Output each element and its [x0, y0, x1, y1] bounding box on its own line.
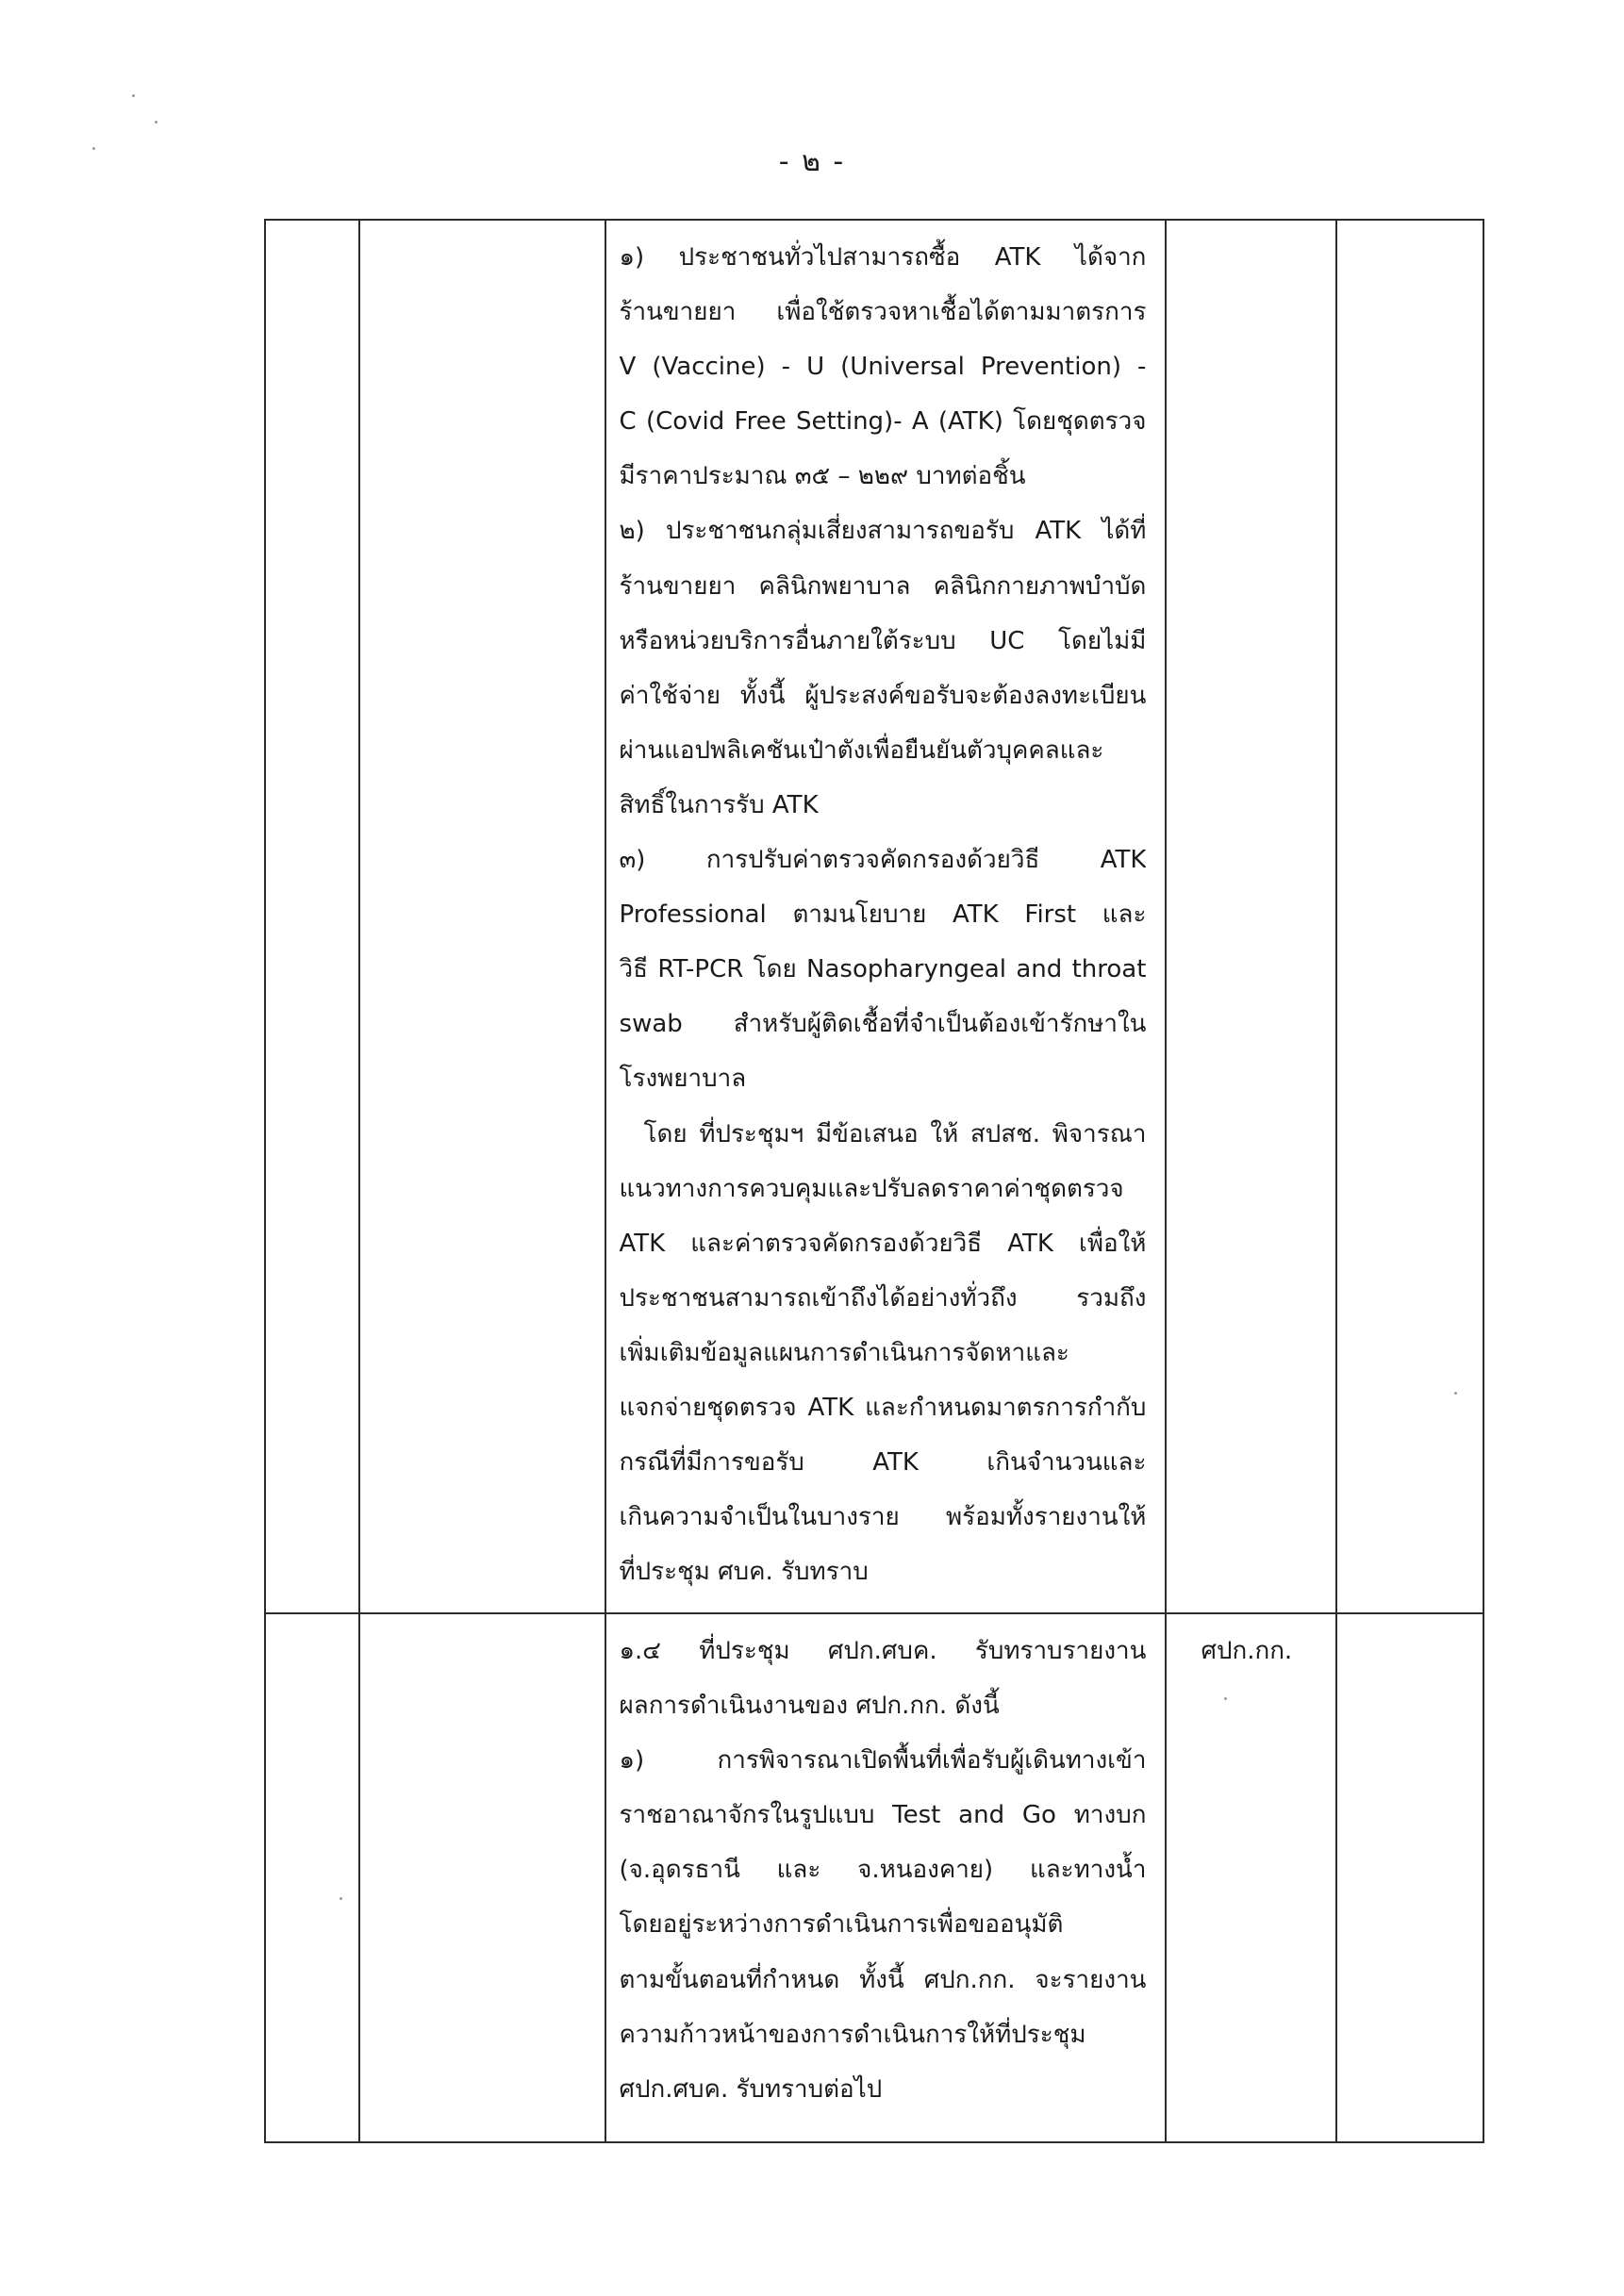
content-line: กรณีที่มีการขอรับ ATK เกินจำนวนและ: [619, 1448, 1147, 1478]
content-line: โดย ที่ประชุมฯ มีข้อเสนอ ให้ สปสช. พิจารณา: [643, 1119, 1147, 1148]
scan-speck: [155, 121, 157, 124]
content-line: ศปก.ศบค. รับทราบต่อไป: [619, 2074, 883, 2104]
content-line: ๑) ประชาชนทั่วไปสามารถซื้อ ATK ได้จาก: [619, 243, 1147, 272]
content-line: หรือหน่วยบริการอื่นภายใต้ระบบ UC โดยไม่มี: [619, 626, 1147, 655]
remark-cell: [1336, 220, 1483, 1613]
topic-cell: [359, 220, 605, 1613]
content-line: ตามขั้นตอนที่กำหนด ทั้งนี้ ศปก.กก. จะรายงาน: [619, 1965, 1147, 1994]
content-line: เกินความจำเป็นในบางราย พร้อมทั้งรายงานให้: [619, 1503, 1147, 1532]
scan-speck: [1454, 1392, 1457, 1395]
number-cell: [265, 220, 359, 1613]
content-line: แนวทางการควบคุมและปรับลดราคาค่าชุดตรวจ: [619, 1174, 1124, 1203]
content-line: ATK และค่าตรวจคัดกรองด้วยวิธี ATK เพื่อให้: [619, 1229, 1147, 1258]
content-line: swab สำหรับผู้ติดเชื้อที่จำเป็นต้องเข้ารักษาใน: [619, 1010, 1147, 1039]
number-cell: [265, 1613, 359, 2142]
remark-cell: [1336, 1613, 1483, 2142]
content-line: วิธี RT-PCR โดย Nasopharyngeal and throat: [619, 955, 1147, 984]
content-line: ๒) ประชาชนกลุ่มเสี่ยงสามารถขอรับ ATK ได้ที่: [619, 517, 1147, 546]
content-line: โรงพยาบาล: [619, 1065, 747, 1094]
owner-cell: [1166, 220, 1335, 1613]
content-line: ที่ประชุม ศบค. รับทราบ: [619, 1558, 869, 1587]
content-line: ๑) การพิจารณาเปิดพื้นที่เพื่อรับผู้เดินทางเข้า: [619, 1746, 1147, 1776]
content-line: ๑.๔ ที่ประชุม ศปก.ศบค. รับทราบรายงาน: [619, 1637, 1147, 1665]
content-line: ความก้าวหน้าของการดำเนินการให้ที่ประชุม: [619, 2020, 1086, 2049]
scan-speck: [132, 94, 135, 97]
content-line: ร้านขายยา คลินิกพยาบาล คลินิกกายภาพบำบัด: [619, 571, 1147, 601]
content-line: V (Vaccine) - U (Universal Prevention) -: [619, 353, 1147, 382]
table-row: [265, 220, 1483, 1613]
content-line: มีราคาประมาณ ๓๕ – ๒๒๙ บาทต่อชิ้น: [619, 462, 1026, 491]
scan-speck: [1224, 1697, 1227, 1700]
content-line: เพิ่มเติมข้อมูลแผนการดำเนินการจัดหาและ: [619, 1338, 1069, 1367]
content-line: ผลการดำเนินงานของ ศปก.กก. ดังนี้: [619, 1692, 1000, 1721]
owner-cell: ศปก.กก.: [1166, 1613, 1335, 2142]
content-cell: [605, 1613, 1167, 2142]
agenda-table: [264, 219, 1484, 2143]
content-line: C (Covid Free Setting)- A (ATK) โดยชุดตรวจ: [619, 407, 1147, 437]
page-number: - ๒ -: [778, 145, 846, 178]
content-line: (จ.อุดรธานี และ จ.หนองคาย) และทางน้ำ: [619, 1856, 1147, 1885]
topic-cell: [359, 1613, 605, 2142]
content-line: ๓) การปรับค่าตรวจคัดกรองด้วยวิธี ATK: [619, 846, 1147, 875]
content-line: ผ่านแอปพลิเคชันเป๋าตังเพื่อยืนยันตัวบุคคลและ: [619, 735, 1104, 765]
content-line: ประชาชนสามารถเข้าถึงได้อย่างทั่วถึง รวมถึง: [619, 1283, 1147, 1313]
content-line: ค่าใช้จ่าย ทั้งนี้ ผู้ประสงค์ขอรับจะต้องลงทะเบียน: [619, 681, 1147, 710]
content-line: ราชอาณาจักรในรูปแบบ Test and Go ทางบก: [619, 1801, 1147, 1830]
scan-speck: [92, 147, 95, 150]
content-line: โดยอยู่ระหว่างการดำเนินการเพื่อขออนุมัติ: [619, 1910, 1064, 1940]
content-line: แจกจ่ายชุดตรวจ ATK และกำหนดมาตรการกำกับ: [619, 1393, 1147, 1422]
scan-speck: [340, 1897, 342, 1900]
content-line: Professional ตามนโยบาย ATK First และ: [619, 900, 1147, 930]
table-row: [265, 1613, 1483, 2142]
content-line: สิทธิ์ในการรับ ATK: [619, 790, 819, 819]
content-line: ร้านขายยา เพื่อใช้ตรวจหาเชื้อได้ตามมาตรการ: [619, 298, 1147, 327]
content-cell: [605, 220, 1167, 1613]
